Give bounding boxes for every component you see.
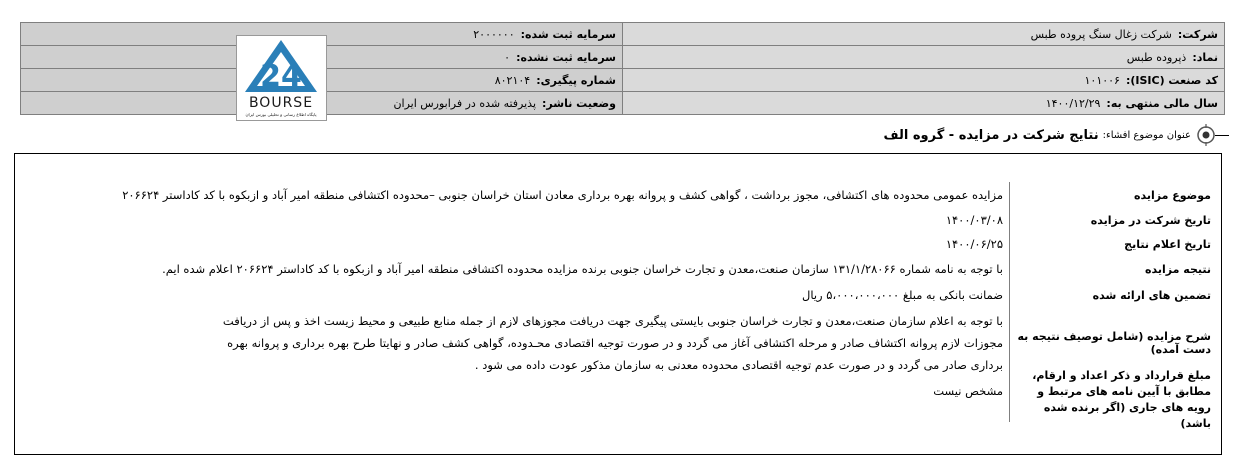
detail-label: تضمین های ارائه شده xyxy=(1092,288,1211,302)
topic-prefix: عنوان موضوع افشاء: xyxy=(1102,129,1191,141)
bourse-logo xyxy=(236,35,327,121)
symbol-label: نماد: xyxy=(1192,50,1218,64)
topic-title: نتایج شرکت در مزایده - گروه الف xyxy=(883,127,1099,143)
detail-value: مشخص نیست xyxy=(195,378,1010,422)
symbol-cell xyxy=(623,46,1225,69)
details-list xyxy=(122,182,1215,430)
capital-registered-label: سرمایه ثبت شده: xyxy=(520,27,616,41)
fiscal-value: ۱۴۰۰/۱۲/۲۹ xyxy=(1045,96,1101,110)
logo-brand: BOURSE xyxy=(248,95,314,111)
bourse-logo-icon xyxy=(237,36,326,120)
header-table xyxy=(20,22,1225,115)
detail-label: تاریخ اعلام نتایج xyxy=(1124,237,1211,251)
detail-label: مبلغ قرارداد و ذکر اعداد و ارقام، مطابق با آیین نامه های مرتبط و رویه های جاری (اگر برنده شده باشد) xyxy=(1032,369,1211,430)
company-value: شرکت زغال سنگ پروده طبس xyxy=(1030,27,1172,41)
isic-label: کد صنعت (ISIC): xyxy=(1125,73,1218,87)
detail-value: ۱۴۰۰/۰۳/۰۸ xyxy=(195,208,1010,232)
detail-value: با توجه به نامه شماره ۱۳۱/۱/۲۸۰۶۶ سازمان صنعت،معدن و تجارت خراسان جنوبی برنده مزایده محدوده اکتشافی منطقه امیر آباد و ازبکوه با کد کاداستر ۲۰۶۶۲۴ اعلام شده ایم. xyxy=(156,256,1010,282)
fiscal-cell xyxy=(623,92,1225,115)
detail-row-guarantees xyxy=(195,282,1215,308)
detail-row-results-date xyxy=(195,232,1215,256)
detail-label: تاریخ شرکت در مزایده xyxy=(1090,213,1211,227)
isic-value: ۱۰۱۰۰۶ xyxy=(1084,73,1120,87)
capital-registered-value: ۲۰۰۰۰۰۰ xyxy=(473,27,515,41)
topic-connector-line xyxy=(1215,135,1229,136)
company-label: شرکت: xyxy=(1177,27,1218,41)
company-cell xyxy=(623,23,1225,46)
detail-row-result xyxy=(162,256,1215,282)
detail-value: ۱۴۰۰/۰۶/۲۵ xyxy=(195,232,1010,256)
detail-row-contract-amount xyxy=(195,369,1215,430)
publisher-status-value: پذیرفته شده در فرابورس ایران xyxy=(393,96,537,110)
capital-unregistered-value: ۰ xyxy=(504,50,511,64)
detail-label: شرح مزایده (شامل توصیف نتیجه به دست آمده) xyxy=(1017,330,1211,356)
symbol-value: ذپروده طبس xyxy=(1126,50,1187,64)
fiscal-label: سال مالی منتهی به: xyxy=(1106,96,1218,110)
svg-text:24: 24 xyxy=(260,59,302,94)
detail-value: با توجه به اعلام سازمان صنعت،معدن و تجارت خراسان جنوبی بایستی پیگیری جهت دریافت مجوزهای لازم از جمله منابع طبیعی و محیط زیست اخذ و پس از دریافت مجوزات لازم پروانه اکتشاف صادر و مرحله اکتشافی آغاز می گردد و در صورت توجیه اقتصادی محـدوده، گواهی کشف صادر و نهایتا طرح بهره برداری و پروانه بهره برداری صادر می گردد و در صورت عدم توجیه اقتصادی محدوده معدنی به سازمان مذکور عودت داده می شود . xyxy=(195,308,1010,378)
capital-unregistered-label: سرمایه ثبت نشده: xyxy=(516,50,616,64)
target-bullet-icon xyxy=(1195,124,1217,146)
detail-value: مزایده عمومی محدوده های اکتشافی، مجوز برداشت ، گواهی کشف و پروانه بهره برداری معادن استان خراسان جنوبی –محدوده اکتشافی منطقه امیر آباد و ازبکوه با کد کاداستر ۲۰۶۶۲۴ xyxy=(116,182,1010,208)
detail-row-subject xyxy=(122,182,1215,208)
details-panel xyxy=(14,153,1222,455)
tracking-value: ۸۰۲۱۰۴ xyxy=(494,73,531,87)
tracking-label: شماره پیگیری: xyxy=(536,73,616,87)
detail-row-participation-date xyxy=(195,208,1215,232)
isic-cell xyxy=(623,69,1225,92)
logo-tagline: پایگاه اطلاع رسانی و تحلیلی بورس ایران xyxy=(245,112,317,117)
publisher-status-label: وضعیت ناشر: xyxy=(542,96,616,110)
topic-header xyxy=(884,124,1217,146)
detail-label: موضوع مزایده xyxy=(1134,188,1211,202)
detail-value: ضمانت بانکی به مبلغ ۵،۰۰۰،۰۰۰،۰۰۰ ریال xyxy=(195,282,1010,308)
detail-label: نتیجه مزایده xyxy=(1145,262,1211,276)
